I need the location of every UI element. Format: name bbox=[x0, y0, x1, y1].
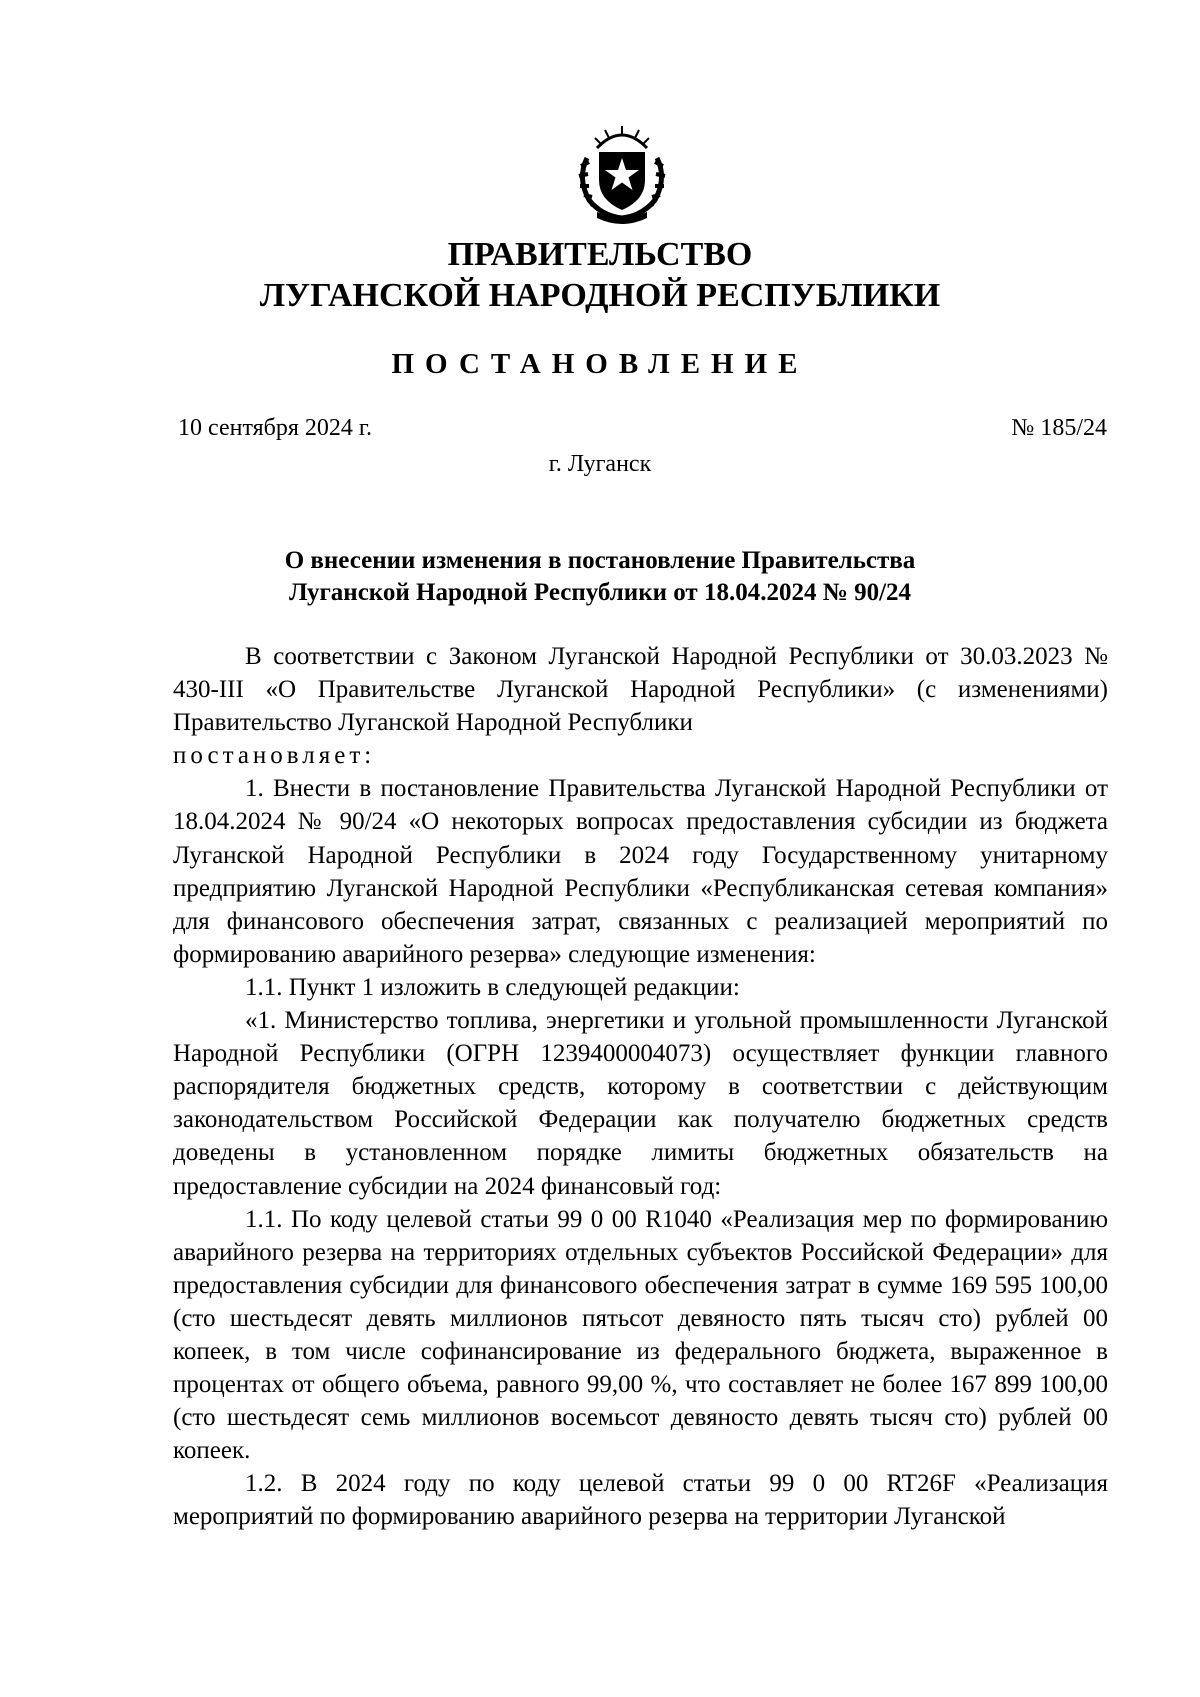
government-title-line1: ПРАВИТЕЛЬСТВО bbox=[447, 236, 753, 273]
quoted-paragraph-1: «1. Министерство топлива, энергетики и угольной промышленности Луганской Народной Республики (ОГРН 1239400004073) осуществляет функции главного распорядителя бюджетных средств, которому в соответствии с действующим законодательством Российской Федерации как получателю бюджетных средств доведены в установленном порядке лимиты бюджетных обязательств на предоставление субсидии на 2024 финансовый год: bbox=[173, 1007, 1108, 1200]
subject-line1: О внесении изменения в постановление Правительства bbox=[284, 547, 916, 574]
document-number: № 185/24 bbox=[1011, 415, 1107, 441]
state-emblem-icon bbox=[567, 118, 677, 228]
quoted-paragraph-1-2: 1.2. В 2024 году по коду целевой статьи 99 0 00 RT26F «Реализация мероприятий по формированию аварийного резерва на территории Луганской bbox=[173, 1470, 1108, 1531]
decree-word: постановляет: bbox=[173, 742, 376, 770]
paragraph-1: 1. Внести в постановление Правительства Луганской Народной Республики от 18.04.2024 № 90/24 «О некоторых вопросах предоставления субсидии из бюджета Луганской Народной Республики в 2024 году Государственному унитарному предприятию Луганской Народной Республики «Республиканская сетевая компания» для финансового обеспечения затрат, связанных с реализацией мероприятий по формированию аварийного резерва» следующие изменения: bbox=[173, 775, 1108, 968]
paragraph-1-1: 1.1. Пункт 1 изложить в следующей редакции: bbox=[245, 973, 740, 1001]
government-title-line2: ЛУГАНСКОЙ НАРОДНОЙ РЕСПУБЛИКИ bbox=[259, 277, 941, 314]
quoted-paragraph-1-1: 1.1. По коду целевой статьи 99 0 00 R1040 «Реализация мер по формированию аварийного резерва на территориях отдельных субъектов Российской Федерации» для предоставления субсидии для финансового обеспечения затрат в сумме 169 595 100,00 (сто шестьдесят девять миллионов пятьсот девяносто пять тысяч сто) рублей 00 копеек, в том числе софинансирование из федерального бюджета, выраженное в процентах от общего объема, равного 99,00 %, что составляет не более 167 899 100,00 (сто шестьдесят семь миллионов восемьсот девяносто девять тысяч сто) рублей 00 копеек. bbox=[173, 1205, 1108, 1465]
preamble-paragraph: В соответствии с Законом Луганской Народной Республики от 30.03.2023 № 430-III «О Правительстве Луганской Народной Республики» (с изменениями) Правительство Луганской Народной Республики bbox=[173, 643, 1108, 737]
document-subject bbox=[0, 545, 1200, 609]
subject-line2: Луганской Народной Республики от 18.04.2024 № 90/24 bbox=[288, 579, 912, 606]
document-body bbox=[173, 640, 1108, 1534]
document-date: 10 сентября 2024 г. bbox=[178, 415, 373, 441]
document-type: ПОСТАНОВЛЕНИЕ bbox=[391, 348, 809, 380]
document-city: г. Луганск bbox=[548, 451, 652, 477]
